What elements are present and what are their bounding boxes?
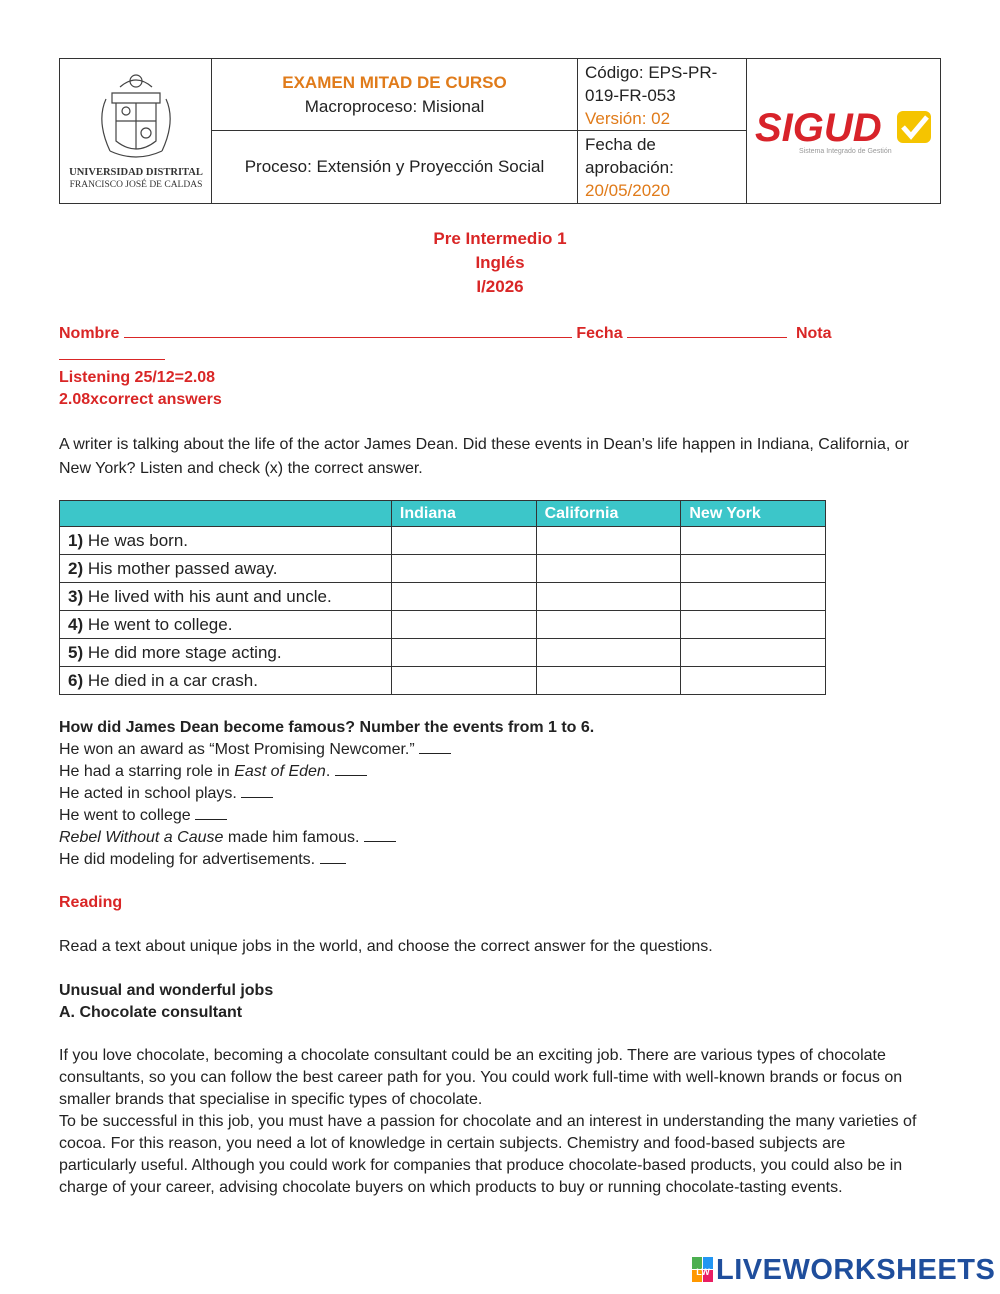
reading-para-line: charge of your career, advising chocolate buyers on which products to buy or running chocolate-tasting events. [59,1179,843,1196]
course-period: I/2026 [476,277,524,296]
macroproceso: Macroproceso: Misional [304,97,485,116]
col-header-blank [60,501,392,527]
question-cell [60,639,392,667]
question-text: He died in a car crash. [87,670,258,690]
course-level: Pre Intermedio 1 [433,229,567,248]
university-name: UNIVERSIDAD DISTRITAL [69,167,203,178]
university-subname: FRANCISCO JOSÉ DE CALDAS [69,180,203,190]
question-number: 2) [68,558,84,578]
order-blank[interactable] [195,805,227,820]
order-blank[interactable] [320,849,346,864]
question-text: His mother passed away. [87,558,278,578]
reading-heading: Reading [59,894,123,911]
order-item-text: He went to college [59,807,191,824]
question-number: 1) [68,530,84,550]
order-item-text-after: . [325,763,331,780]
table-row [60,667,826,695]
question-text: He lived with his aunt and uncle. [87,586,332,606]
order-blank[interactable] [419,739,451,754]
order-item-text: He won an award as “Most Promising Newcomer.” [59,741,415,758]
fecha-value: 20/05/2020 [585,181,671,200]
order-item-title: Rebel Without a Cause [59,829,224,846]
reading-para-line: particularly useful. Although you could work for companies that produce chocolate-based products, you could also be in [59,1157,903,1174]
exam-title-cell [212,59,578,131]
date-label: Fecha [576,325,623,342]
grade-label: Nota [795,325,832,342]
order-blank[interactable] [241,783,273,798]
order-item-text: He did modeling for advertisements. [59,851,316,868]
question-cell [60,611,392,639]
grade-field[interactable] [59,345,165,360]
question-number: 5) [68,642,84,662]
table-row [60,583,826,611]
course-language: Inglés [475,253,525,272]
order-question: How did James Dean become famous? Number the events from 1 to 6. [59,719,595,736]
table-row [60,527,826,555]
col-header-indiana: Indiana [391,501,536,527]
answer-cell-indiana[interactable] [391,667,536,695]
order-item [59,849,346,871]
order-item-title: East of Eden [234,763,326,780]
exam-title: EXAMEN MITAD DE CURSO [282,73,507,92]
date-cell [578,131,747,203]
answer-cell-new-york[interactable] [681,583,826,611]
answer-cell-new-york[interactable] [681,611,826,639]
question-text: He was born. [87,530,189,550]
listening-instructions: A writer is talking about the life of the actor James Dean. Did these events in Dean’s life happen in Indiana, California, or New York? Listen and check (x) the correct answer. [59,436,909,477]
answer-cell-california[interactable] [536,667,681,695]
name-label: Nombre [59,325,120,342]
sigud-tagline: Sistema Integrado de Gestión [799,148,892,155]
fecha-label-2: aprobación: [585,158,674,177]
university-crest-icon [60,59,212,203]
fecha-label-1: Fecha de [585,135,656,154]
reading-para-line: smaller brands that specialise in specific types of chocolate. [59,1091,483,1108]
question-cell [60,527,392,555]
answer-cell-new-york[interactable] [681,555,826,583]
order-item-text: He acted in school plays. [59,785,237,802]
student-info-line [59,323,941,367]
question-number: 4) [68,614,84,634]
question-cell [60,667,392,695]
order-item-text-after: made him famous. [223,829,360,846]
reading-para-line: If you love chocolate, becoming a chocolate consultant could be an exciting job. There are various types of chocolate [59,1047,886,1064]
answer-cell-new-york[interactable] [681,639,826,667]
answer-cell-california[interactable] [536,639,681,667]
reading-section-a: A. Chocolate consultant [59,1004,243,1021]
listening-heading: Listening 25/12=2.08 [59,369,216,386]
order-blank[interactable] [364,827,396,842]
sigud-logo-icon [747,59,940,203]
university-logo [60,59,212,203]
badge-text: LW [696,1267,710,1277]
reading-title: Unusual and wonderful jobs [59,982,274,999]
order-item [59,827,396,849]
order-item-text: He had a starring role in [59,763,235,780]
answer-cell-california[interactable] [536,555,681,583]
document-header [59,58,941,204]
code-cell [578,59,747,131]
order-item [59,805,227,827]
table-row [60,639,826,667]
reading-para-line: To be successful in this job, you must have a passion for chocolate and an interest in understanding the many varieties of [59,1113,917,1130]
listening-table [59,500,826,695]
col-header-new-york: New York [681,501,826,527]
question-text: He went to college. [87,614,233,634]
answer-cell-new-york[interactable] [681,667,826,695]
liveworksheets-logo [692,1253,996,1286]
codigo-value: 019-FR-053 [585,86,676,105]
codigo-label: Código: EPS-PR- [585,63,718,82]
order-item [59,761,367,783]
question-number: 6) [68,670,84,690]
order-blank[interactable] [335,761,367,776]
sigud-logo [747,59,940,203]
version: Versión: 02 [585,109,671,128]
table-header-row [60,501,826,527]
answer-cell-indiana[interactable] [391,583,536,611]
order-item [59,783,273,805]
table-row [60,555,826,583]
name-field[interactable] [124,323,572,338]
answer-cell-new-york[interactable] [681,527,826,555]
liveworksheets-wordmark[interactable]: LIVEWORKSHEETS [716,1253,996,1286]
order-item [59,739,451,761]
answer-cell-indiana[interactable] [391,527,536,555]
sigud-wordmark: SIGUD [755,106,882,150]
answer-cell-indiana[interactable] [391,555,536,583]
question-cell [60,555,392,583]
question-number: 3) [68,586,84,606]
col-header-california: California [536,501,681,527]
liveworksheets-badge-icon [692,1257,714,1283]
reading-para-line: cocoa. For this reason, you need a lot of knowledge in certain subjects. Chemistry and food-based subjects are [59,1135,846,1152]
question-text: He did more stage acting. [87,642,282,662]
reading-instructions: Read a text about unique jobs in the world, and choose the correct answer for the questions. [59,938,713,955]
table-row [60,611,826,639]
answer-cell-california[interactable] [536,611,681,639]
question-cell [60,583,392,611]
answer-cell-california[interactable] [536,583,681,611]
answer-cell-indiana[interactable] [391,611,536,639]
answer-cell-california[interactable] [536,527,681,555]
date-field[interactable] [627,323,787,338]
answer-cell-indiana[interactable] [391,639,536,667]
proceso: Proceso: Extensión y Proyección Social [212,131,578,203]
listening-subheading: 2.08xcorrect answers [59,391,222,408]
reading-para-line: consultants, so you can follow the best career path for you. You could work full-time with well-known brands or focus on [59,1069,903,1086]
